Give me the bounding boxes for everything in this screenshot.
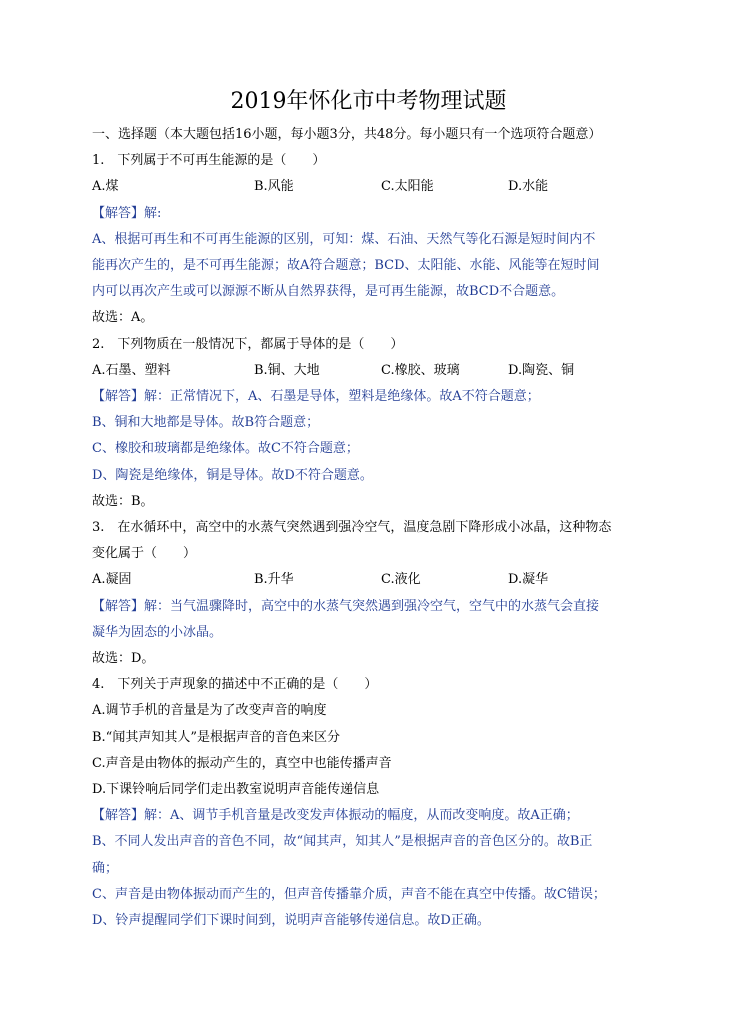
answer-explanation: A、根据可再生和不可再生能源的区别，可知：煤、石油、天然气等化石源是短时间内不	[92, 231, 596, 247]
option-b: B.风能	[254, 179, 294, 195]
option-a: A.石墨、塑料	[92, 362, 171, 378]
option-c: C.液化	[381, 572, 421, 588]
final-answer: 故选：A。	[92, 310, 154, 326]
option-d: D.陶瓷、铜	[508, 362, 575, 378]
question-stem: 3. 在水循环中，高空中的水蒸气突然遇到强冷空气，温度急剧下降形成小冰晶，这种物态	[92, 520, 612, 535]
answer-explanation: D、铃声提醒同学们下课时间到，说明声音能够传递信息。故D正确。	[92, 913, 490, 928]
answer-explanation: 能再次产生的，是不可再生能源；故A符合题意；BCD、太阳能、水能、风能等在短时间	[92, 258, 600, 273]
answer-explanation: 凝华为固态的小冰晶。	[92, 624, 223, 640]
option-a: A.凝固	[92, 572, 132, 588]
option-a: A.煤	[92, 179, 119, 195]
section-heading: 一、选择题（本大题包括16小题，每小题3分，共48分。每小题只有一个选项符合题意）	[92, 127, 602, 142]
answer-explanation: B、铜和大地都是导体。故B符合题意；	[92, 415, 320, 431]
option-b: B.“闻其声知其人”是根据声音的音色来区分	[92, 729, 340, 745]
option-d: D.凝华	[508, 572, 549, 588]
question-stem: 2. 下列物质在一般情况下，都属于导体的是（ ）	[92, 336, 404, 352]
page-title: 2019年怀化市中考物理试题	[230, 89, 507, 114]
question-stem: 变化属于（ ）	[92, 546, 197, 562]
answer-explanation: 【解答】解:	[92, 205, 162, 221]
answer-explanation: 确；	[92, 860, 119, 876]
question-stem: 1. 下列属于不可再生能源的是（ ）	[92, 153, 326, 169]
option-a: A.调节手机的音量是为了改变声音的响度	[92, 703, 327, 719]
option-d: D.下课铃响后同学们走出教室说明声音能传递信息	[92, 782, 380, 797]
answer-explanation: C、橡胶和玻璃都是绝缘体。故C不符合题意；	[92, 441, 359, 457]
option-d: D.水能	[508, 179, 549, 195]
answer-explanation: 【解答】解：正常情况下，A、石墨是导体，塑料是绝缘体。故A不符合题意；	[92, 389, 540, 404]
option-c: C.橡胶、玻璃	[381, 362, 460, 378]
final-answer: 故选：B。	[92, 493, 154, 509]
option-b: B.升华	[254, 572, 294, 588]
option-b: B.铜、大地	[254, 362, 320, 378]
option-c: C.太阳能	[381, 179, 434, 195]
option-c: C.声音是由物体的振动产生的，真空中也能传播声音	[92, 755, 392, 771]
answer-explanation: D、陶瓷是绝缘体，铜是导体。故D不符合题意。	[92, 467, 373, 483]
answer-explanation: 【解答】解：A、调节手机音量是改变发声体振动的幅度，从而改变响度。故A正确；	[92, 808, 579, 824]
answer-explanation: 内可以再次产生或可以源源不断从自然界获得，是可再生能源，故BCD不合题意。	[92, 284, 565, 300]
answer-explanation: 【解答】解：当气温骤降时，高空中的水蒸气突然遇到强冷空气，空气中的水蒸气会直接	[92, 598, 600, 614]
question-stem: 4. 下列关于声现象的描述中不正确的是（ ）	[92, 677, 378, 693]
answer-explanation: B、不同人发出声音的音色不同，故“闻其声，知其人”是根据声音的音色区分的。故B正	[92, 834, 593, 850]
answer-explanation: C、声音是由物体振动而产生的，但声音传播靠介质，声音不能在真空中传播。故C错误；	[92, 886, 606, 902]
final-answer: 故选：D。	[92, 651, 155, 666]
